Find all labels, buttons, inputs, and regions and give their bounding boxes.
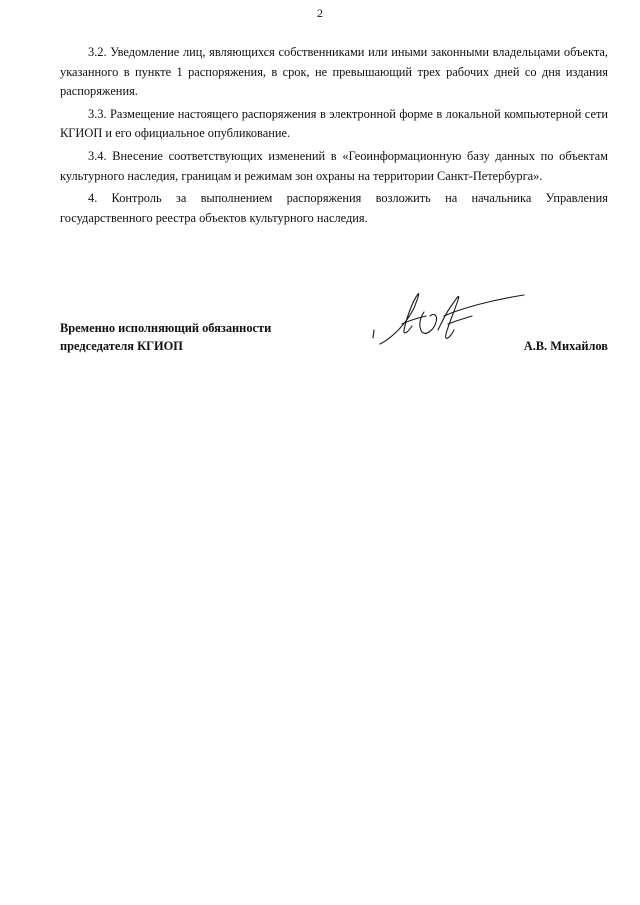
paragraph-4: 4. Контроль за выполнением распоряжения возложить на начальника Управления государственного реестра объектов культурного наследия. [60, 191, 608, 225]
document-body [60, 43, 608, 228]
handwritten-signature-icon [362, 272, 532, 362]
signatory-name: А.В. Михайлов [523, 339, 608, 353]
paragraph-3-4: 3.4. Внесение соответствующих изменений в «Геоинформационную базу данных по объектам культурного наследия, границам и режимам зон охраны на территории Санкт-Петербурга». [60, 148, 608, 183]
signatory-title [60, 319, 271, 355]
paragraph-3-2: 3.2. Уведомление лиц, являющихся собственниками или иными законными владельцами объекта, указанного в пункте 1 распоряжения, в срок, не превышающий трех рабочих дней со дня издания распоряжения. [60, 45, 608, 99]
signatory-title-line-1: Временно исполняющий обязанности [60, 321, 272, 335]
paragraph-3-3: 3.3. Размещение настоящего распоряжения в электронной форме в локальной компьютерной сети КГИОП и его официальное опубликование. [60, 106, 608, 141]
page-number: 2 [317, 6, 323, 20]
signatory-title-line-2: председателя КГИОП [60, 339, 183, 353]
